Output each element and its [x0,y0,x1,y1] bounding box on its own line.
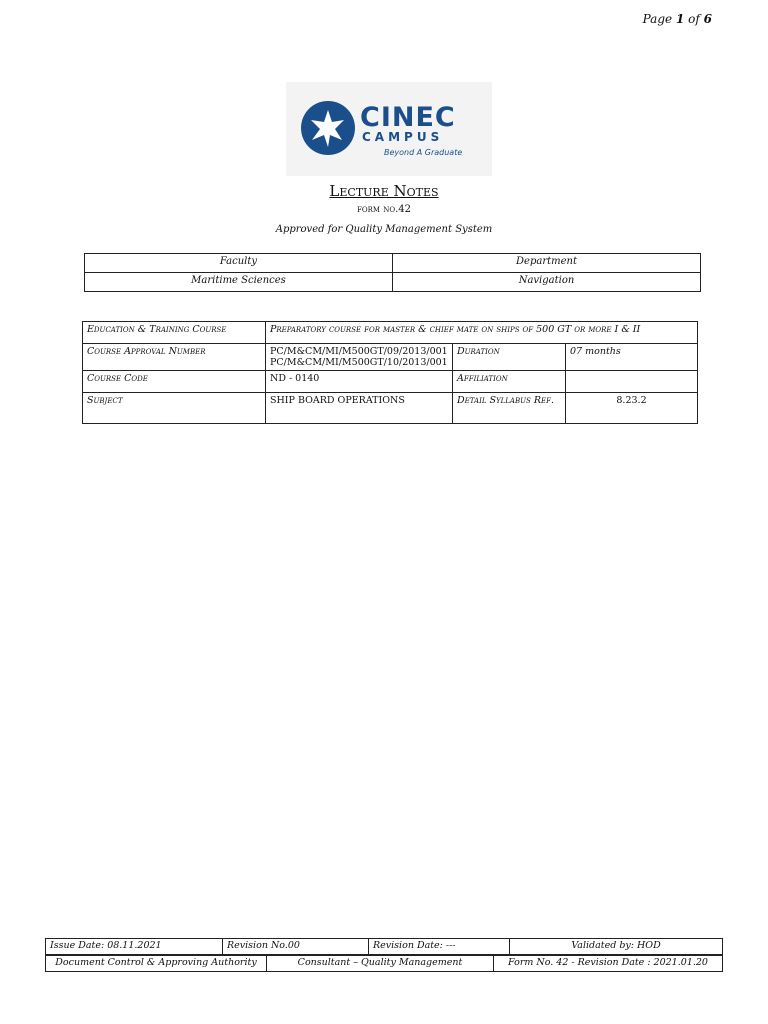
cinec-logo [286,82,492,176]
revision-date: Revision Date: --- [369,939,510,955]
detail-label: Detail Syllabus Ref. [453,393,566,424]
page-current: 1 [675,12,685,26]
subject-value: SHIP BOARD OPERATIONS [266,393,453,424]
code-label: Course Code [83,371,266,393]
logo-word: CINEC [360,102,456,133]
approval-value: PC/M&CM/MI/M500GT/09/2013/001 PC/M&CM/MI/M500GT/10/2013/001 [266,344,453,371]
logo-word2: CAMPUS [362,130,444,144]
approval-label: Course Approval Number [83,344,266,371]
edu-label: Education & Training Course [83,322,266,344]
page-title: Lecture Notes [329,182,439,200]
duration-label: Duration [453,344,566,371]
affiliation-label: Affiliation [453,371,566,393]
form-number: form no.42 [357,204,411,215]
subject-label: Subject [83,393,266,424]
duration-value: 07 months [566,344,698,371]
edu-value: Preparatory course for master & chief mate on ships of 500 GT or more I & II [266,322,698,344]
footer-table-bottom [45,955,723,972]
revision-no: Revision No.00 [223,939,369,955]
doc-control: Document Control & Approving Authority [46,956,267,972]
code-value: ND - 0140 [266,371,453,393]
department-label: Department [393,254,701,273]
logo-tagline: Beyond A Graduate [384,148,463,157]
consultant: Consultant – Quality Management [267,956,494,972]
star-emblem-icon [300,100,356,156]
department-value: Navigation [393,273,701,292]
page-number: Page 1 of 6 [642,12,712,26]
footer-table-top [45,938,723,955]
approval-note: Approved for Quality Management System [275,224,493,235]
validated-by: Validated by: HOD [510,939,723,955]
page-total: 6 [703,12,712,26]
course-table [82,321,698,424]
issue-date: Issue Date: 08.11.2021 [46,939,223,955]
detail-value: 8.23.2 [566,393,698,424]
faculty-table [84,253,701,292]
affiliation-value [566,371,698,393]
form-revision: Form No. 42 - Revision Date : 2021.01.20 [494,956,723,972]
faculty-label: Faculty [85,254,393,273]
faculty-value: Maritime Sciences [85,273,393,292]
